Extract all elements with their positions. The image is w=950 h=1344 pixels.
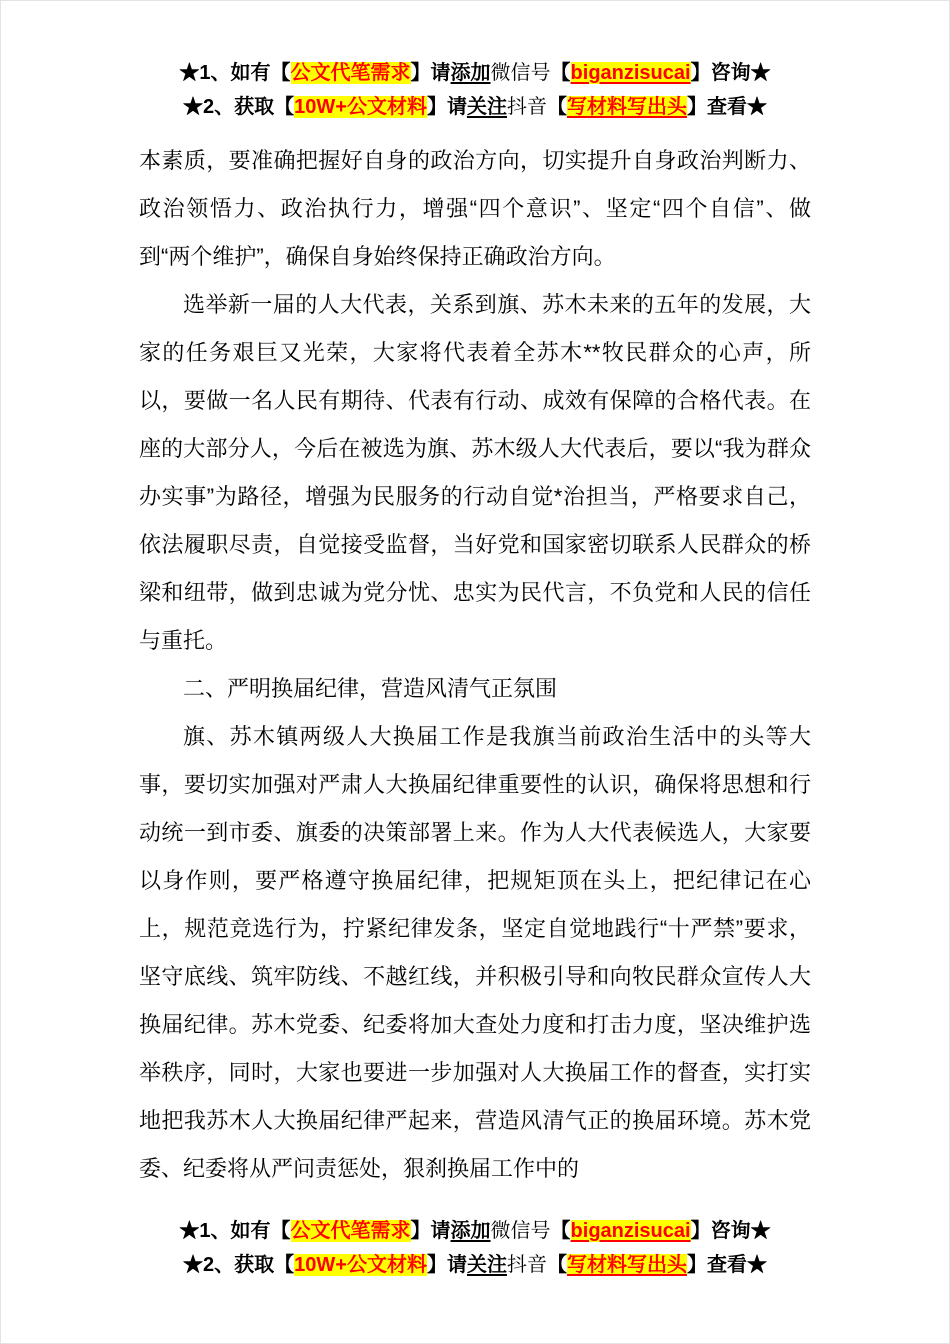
banner-text: ★2、获取【 [183,1254,295,1276]
promo-highlight-text: biganzisucai [570,62,691,84]
document-body [139,137,811,1193]
promo-highlight-text: 公文代笔需求 [290,62,411,84]
banner-text: 】请 [426,1254,467,1276]
banner-text: 关注 [466,1254,507,1276]
banner-text: ★1、如有【 [179,1220,291,1242]
banner-text: 】请 [426,96,467,118]
banner-text: 【 [546,96,567,118]
banner-text: 抖音 [506,1254,547,1276]
banner-line [1,56,949,90]
promo-highlight-text: 公文代笔需求 [290,1220,411,1242]
body-paragraph: 本素质，要准确把握好自身的政治方向，切实提升自身政治判断力、政治领悟力、政治执行力，增强“四个意识”、坚定“四个自信”、做到“两个维护”，确保自身始终保持正确政治方向。 [139,148,811,269]
banner-text: 】请 [410,1220,451,1242]
banner-text: 添加 [450,62,491,84]
banner-text: ★2、获取【 [183,96,295,118]
section-heading: 二、严明换届纪律，营造风清气正氛围 [183,676,558,701]
promo-highlight-text: 10W+公文材料 [294,96,427,118]
banner-text: 关注 [466,96,507,118]
banner-line [1,90,949,124]
promo-highlight-text: 写材料写出头 [566,1254,687,1276]
banner-text: 【 [550,1220,571,1242]
banner-text: 微信号 [490,62,551,84]
body-paragraph: 选举新一届的人大代表，关系到旗、苏木未来的五年的发展，大家的任务艰巨又光荣，大家将代表着全苏木**牧民群众的心声，所以，要做一名人民有期待、代表有行动、成效有保障的合格代表。在座的大部分人，今后在被选为旗、苏木级人大代表后，要以“我为群众办实事”为路径，增强为民服务的行动自觉*治担当，严格要求自己，依法履职尽责，自觉接受监督，当好党和国家密切联系人民群众的桥梁和纽带，做到忠诚为党分忧、忠实为民代言，不负党和人民的信任与重托。 [139,292,811,653]
banner-text: 】咨询★ [690,1220,771,1242]
promo-highlight-text: biganzisucai [570,1220,691,1242]
banner-text: 【 [550,62,571,84]
promo-highlight-text: 写材料写出头 [566,96,687,118]
banner-text: 】请 [410,62,451,84]
body-paragraph: 旗、苏木镇两级人大换届工作是我旗当前政治生活中的头等大事，要切实加强对严肃人大换届纪律重要性的认识，确保将思想和行动统一到市委、旗委的决策部署上来。作为人大代表候选人，大家要以身作则，要严格遵守换届纪律，把规矩顶在头上，把纪律记在心上，规范竞选行为，拧紧纪律发条，坚定自觉地践行“十严禁”要求，坚守底线、筑牢防线、不越红线，并积极引导和向牧民群众宣传人大换届纪律。苏木党委、纪委将加大查处力度和打击力度，坚决维护选举秩序，同时，大家也要进一步加强对人大换届工作的督查，实打实地把我苏木人大换届纪律严起来，营造风清气正的换届环境。苏木党委、纪委将从严问责惩处，狠刹换届工作中的 [139,724,811,1181]
banner-line [1,1214,949,1248]
promo-highlight-text: 10W+公文材料 [294,1254,427,1276]
promo-banner-bottom [1,1214,949,1282]
banner-text: 【 [546,1254,567,1276]
banner-text: 】咨询★ [690,62,771,84]
banner-text: 】查看★ [686,96,767,118]
banner-line [1,1248,949,1282]
banner-text: ★1、如有【 [179,62,291,84]
promo-banner-top [1,1,949,124]
banner-text: 微信号 [490,1220,551,1242]
banner-text: 添加 [450,1220,491,1242]
banner-text: 抖音 [506,96,547,118]
banner-text: 】查看★ [686,1254,767,1276]
